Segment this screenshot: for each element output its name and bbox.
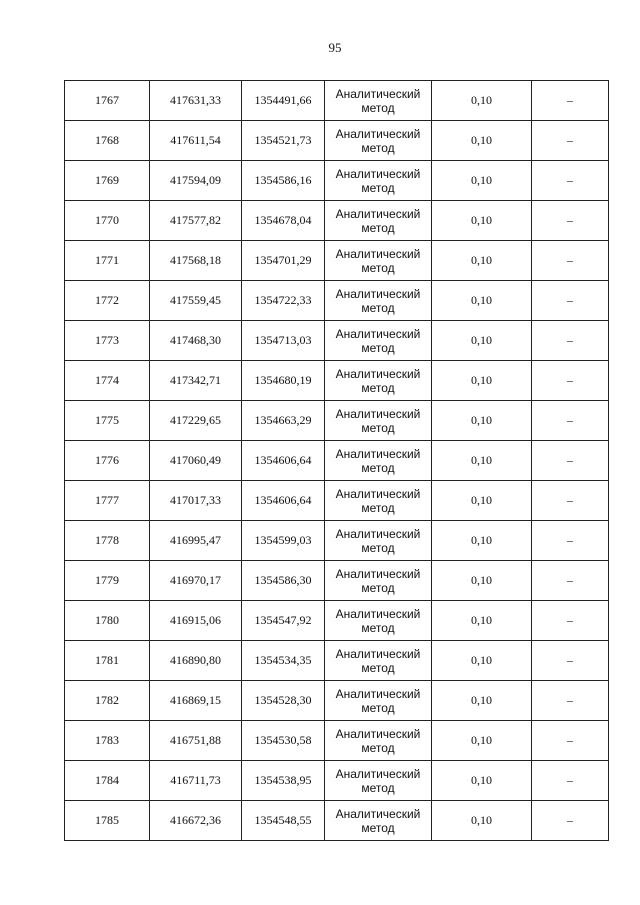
method-line-2: метод	[361, 660, 395, 675]
method-line-1: Аналитический	[335, 246, 421, 261]
accuracy-cell: 0,10	[432, 561, 532, 601]
method-line-2: метод	[361, 700, 395, 715]
table-row	[65, 201, 609, 241]
y-coordinate-cell: 1354701,29	[242, 241, 325, 281]
method-line-1: Аналитический	[335, 366, 421, 381]
method-line-1: Аналитический	[335, 86, 421, 101]
note-cell: –	[532, 761, 609, 801]
x-coordinate-cell: 417594,09	[150, 161, 242, 201]
method-line-2: метод	[361, 540, 395, 555]
note-cell: –	[532, 521, 609, 561]
accuracy-cell: 0,10	[432, 441, 532, 481]
method-line-2: метод	[361, 100, 395, 115]
method-cell	[325, 801, 432, 841]
method-cell	[325, 121, 432, 161]
table-row	[65, 241, 609, 281]
method-line-1: Аналитический	[335, 686, 421, 701]
point-number-cell: 1771	[65, 241, 150, 281]
method-cell	[325, 361, 432, 401]
point-number-cell: 1775	[65, 401, 150, 441]
accuracy-cell: 0,10	[432, 161, 532, 201]
table-row	[65, 81, 609, 121]
table-row	[65, 121, 609, 161]
x-coordinate-cell: 417060,49	[150, 441, 242, 481]
method-cell	[325, 441, 432, 481]
method-line-2: метод	[361, 140, 395, 155]
method-line-1: Аналитический	[335, 326, 421, 341]
point-number-cell: 1782	[65, 681, 150, 721]
note-cell: –	[532, 201, 609, 241]
accuracy-cell: 0,10	[432, 521, 532, 561]
method-line-1: Аналитический	[335, 646, 421, 661]
note-cell: –	[532, 641, 609, 681]
method-line-1: Аналитический	[335, 286, 421, 301]
method-line-2: метод	[361, 740, 395, 755]
note-cell: –	[532, 81, 609, 121]
method-line-1: Аналитический	[335, 126, 421, 141]
note-cell: –	[532, 561, 609, 601]
point-number-cell: 1777	[65, 481, 150, 521]
note-cell: –	[532, 441, 609, 481]
table-row	[65, 361, 609, 401]
method-line-2: метод	[361, 180, 395, 195]
table-row	[65, 441, 609, 481]
accuracy-cell: 0,10	[432, 281, 532, 321]
table-row	[65, 761, 609, 801]
method-cell	[325, 481, 432, 521]
x-coordinate-cell: 416869,15	[150, 681, 242, 721]
accuracy-cell: 0,10	[432, 361, 532, 401]
method-cell	[325, 201, 432, 241]
x-coordinate-cell: 416711,73	[150, 761, 242, 801]
method-line-1: Аналитический	[335, 566, 421, 581]
table-row	[65, 481, 609, 521]
note-cell: –	[532, 361, 609, 401]
accuracy-cell: 0,10	[432, 121, 532, 161]
point-number-cell: 1783	[65, 721, 150, 761]
point-number-cell: 1767	[65, 81, 150, 121]
accuracy-cell: 0,10	[432, 721, 532, 761]
table-row	[65, 801, 609, 841]
method-cell	[325, 241, 432, 281]
x-coordinate-cell: 416890,80	[150, 641, 242, 681]
point-number-cell: 1770	[65, 201, 150, 241]
method-line-2: метод	[361, 340, 395, 355]
y-coordinate-cell: 1354491,66	[242, 81, 325, 121]
point-number-cell: 1774	[65, 361, 150, 401]
method-cell	[325, 161, 432, 201]
y-coordinate-cell: 1354521,73	[242, 121, 325, 161]
method-line-1: Аналитический	[335, 766, 421, 781]
method-cell	[325, 401, 432, 441]
method-line-1: Аналитический	[335, 446, 421, 461]
table-row	[65, 601, 609, 641]
x-coordinate-cell: 416970,17	[150, 561, 242, 601]
y-coordinate-cell: 1354599,03	[242, 521, 325, 561]
accuracy-cell: 0,10	[432, 801, 532, 841]
point-number-cell: 1781	[65, 641, 150, 681]
y-coordinate-cell: 1354586,30	[242, 561, 325, 601]
accuracy-cell: 0,10	[432, 681, 532, 721]
point-number-cell: 1778	[65, 521, 150, 561]
method-cell	[325, 721, 432, 761]
y-coordinate-cell: 1354722,33	[242, 281, 325, 321]
accuracy-cell: 0,10	[432, 81, 532, 121]
table-row	[65, 401, 609, 441]
method-line-1: Аналитический	[335, 526, 421, 541]
method-line-2: метод	[361, 220, 395, 235]
method-line-1: Аналитический	[335, 486, 421, 501]
point-number-cell: 1773	[65, 321, 150, 361]
method-cell	[325, 601, 432, 641]
note-cell: –	[532, 321, 609, 361]
x-coordinate-cell: 416672,36	[150, 801, 242, 841]
method-line-1: Аналитический	[335, 166, 421, 181]
table-row	[65, 681, 609, 721]
note-cell: –	[532, 121, 609, 161]
accuracy-cell: 0,10	[432, 481, 532, 521]
point-number-cell: 1784	[65, 761, 150, 801]
method-line-2: метод	[361, 300, 395, 315]
x-coordinate-cell: 417229,65	[150, 401, 242, 441]
y-coordinate-cell: 1354663,29	[242, 401, 325, 441]
table-row	[65, 161, 609, 201]
table-row	[65, 721, 609, 761]
note-cell: –	[532, 801, 609, 841]
y-coordinate-cell: 1354530,58	[242, 721, 325, 761]
x-coordinate-cell: 417577,82	[150, 201, 242, 241]
point-number-cell: 1768	[65, 121, 150, 161]
table-row	[65, 561, 609, 601]
y-coordinate-cell: 1354534,35	[242, 641, 325, 681]
note-cell: –	[532, 601, 609, 641]
method-cell	[325, 281, 432, 321]
y-coordinate-cell: 1354538,95	[242, 761, 325, 801]
table-row	[65, 521, 609, 561]
method-line-2: метод	[361, 580, 395, 595]
method-line-2: метод	[361, 420, 395, 435]
page-number: 95	[328, 40, 342, 55]
method-line-2: метод	[361, 260, 395, 275]
point-number-cell: 1769	[65, 161, 150, 201]
method-line-1: Аналитический	[335, 806, 421, 821]
accuracy-cell: 0,10	[432, 601, 532, 641]
accuracy-cell: 0,10	[432, 321, 532, 361]
method-line-2: метод	[361, 500, 395, 515]
method-cell	[325, 321, 432, 361]
coordinates-table	[64, 80, 609, 841]
y-coordinate-cell: 1354528,30	[242, 681, 325, 721]
accuracy-cell: 0,10	[432, 201, 532, 241]
table-row	[65, 321, 609, 361]
note-cell: –	[532, 161, 609, 201]
point-number-cell: 1785	[65, 801, 150, 841]
y-coordinate-cell: 1354606,64	[242, 481, 325, 521]
method-line-2: метод	[361, 820, 395, 835]
x-coordinate-cell: 416995,47	[150, 521, 242, 561]
point-number-cell: 1780	[65, 601, 150, 641]
note-cell: –	[532, 241, 609, 281]
accuracy-cell: 0,10	[432, 641, 532, 681]
method-cell	[325, 81, 432, 121]
method-line-1: Аналитический	[335, 726, 421, 741]
note-cell: –	[532, 281, 609, 321]
method-line-2: метод	[361, 620, 395, 635]
method-cell	[325, 521, 432, 561]
method-cell	[325, 761, 432, 801]
method-line-1: Аналитический	[335, 606, 421, 621]
point-number-cell: 1772	[65, 281, 150, 321]
x-coordinate-cell: 417611,54	[150, 121, 242, 161]
y-coordinate-cell: 1354606,64	[242, 441, 325, 481]
y-coordinate-cell: 1354680,19	[242, 361, 325, 401]
x-coordinate-cell: 417342,71	[150, 361, 242, 401]
method-line-1: Аналитический	[335, 206, 421, 221]
note-cell: –	[532, 401, 609, 441]
method-line-2: метод	[361, 380, 395, 395]
note-cell: –	[532, 721, 609, 761]
point-number-cell: 1779	[65, 561, 150, 601]
y-coordinate-cell: 1354713,03	[242, 321, 325, 361]
y-coordinate-cell: 1354678,04	[242, 201, 325, 241]
method-line-2: метод	[361, 780, 395, 795]
method-cell	[325, 561, 432, 601]
note-cell: –	[532, 481, 609, 521]
accuracy-cell: 0,10	[432, 241, 532, 281]
x-coordinate-cell: 416751,88	[150, 721, 242, 761]
table-row	[65, 281, 609, 321]
x-coordinate-cell: 417631,33	[150, 81, 242, 121]
y-coordinate-cell: 1354547,92	[242, 601, 325, 641]
y-coordinate-cell: 1354586,16	[242, 161, 325, 201]
y-coordinate-cell: 1354548,55	[242, 801, 325, 841]
method-line-1: Аналитический	[335, 406, 421, 421]
table-body	[65, 81, 609, 841]
x-coordinate-cell: 416915,06	[150, 601, 242, 641]
point-number-cell: 1776	[65, 441, 150, 481]
method-cell	[325, 681, 432, 721]
table-row	[65, 641, 609, 681]
x-coordinate-cell: 417568,18	[150, 241, 242, 281]
note-cell: –	[532, 681, 609, 721]
method-cell	[325, 641, 432, 681]
x-coordinate-cell: 417559,45	[150, 281, 242, 321]
accuracy-cell: 0,10	[432, 401, 532, 441]
method-line-2: метод	[361, 460, 395, 475]
x-coordinate-cell: 417468,30	[150, 321, 242, 361]
accuracy-cell: 0,10	[432, 761, 532, 801]
x-coordinate-cell: 417017,33	[150, 481, 242, 521]
